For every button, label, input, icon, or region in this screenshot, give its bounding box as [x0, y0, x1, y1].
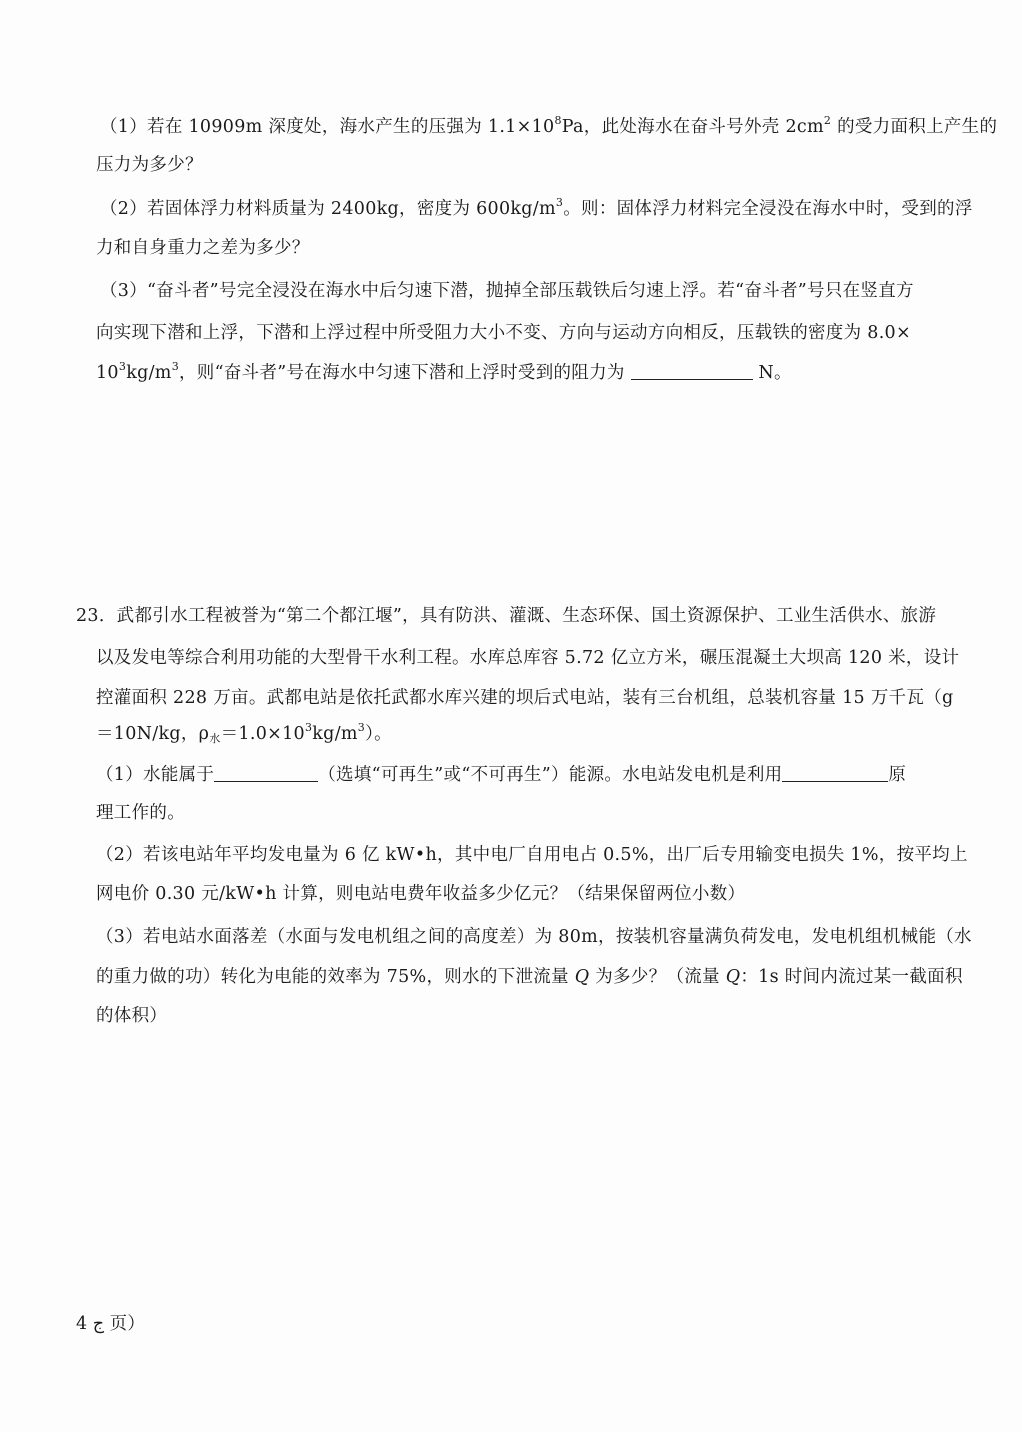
text: 。则：固体浮力材料完全浸没在海水中时，受到的浮 [563, 199, 973, 219]
q22-part2-line2 [96, 236, 310, 260]
text: 以及发电等综合利用功能的大型骨干水利工程。水库总库容 5.72 亿立方米，碾压混凝土大坝高 120 米，设计 [96, 648, 960, 668]
text: 的受力面积上产生的 [831, 117, 998, 137]
exponent: 2 [823, 114, 832, 127]
page-number-label: ج 4 页） [76, 1314, 146, 1334]
text: ＝10N/kg，ρ [96, 724, 210, 744]
text: （2）若固体浮力材料质量为 2400kg，密度为 600kg/m [100, 199, 556, 219]
text: （选填“可再生”或“不可再生”）能源。水电站发电机是利用 [318, 765, 783, 785]
text: ）。 [365, 724, 392, 744]
exponent: 3 [118, 360, 127, 373]
text: kg/m [126, 363, 172, 383]
text: 压力为多少？ [96, 155, 203, 175]
q23-part1-line1 [96, 763, 906, 787]
text: Pa，此处海水在奋斗号外壳 2cm [561, 117, 824, 137]
answer-blank-energy-type[interactable] [214, 763, 318, 782]
text: N。 [752, 363, 792, 383]
q23-part3-line1 [96, 925, 972, 949]
text: （1）水能属于 [96, 765, 215, 785]
text: 23．武都引水工程被誉为“第二个都江堰”，具有防洪、灌溉、生态环保、国土资源保护、工业生活供水、旅游 [76, 606, 937, 626]
q23-part3-line2 [96, 965, 963, 989]
text: ，则“奋斗者”号在海水中匀速下潜和上浮时受到的阻力为 [179, 363, 631, 383]
q23-part2-line2 [96, 882, 745, 906]
q23-part1-line2 [96, 801, 185, 825]
text: 10 [96, 363, 119, 383]
text: kg/m [312, 724, 358, 744]
subscript: 水 [209, 732, 221, 745]
text: 原 [888, 765, 907, 785]
text: 理工作的。 [96, 803, 185, 823]
text: 的重力做的功）转化为电能的效率为 75%，则水的下泄流量 [96, 967, 575, 987]
exponent: 8 [554, 114, 562, 127]
exponent: 3 [171, 360, 179, 373]
text: 向实现下潜和上浮，下潜和上浮过程中所受阻力大小不变、方向与运动方向相反，压载铁的密度为 8.0× [96, 323, 911, 343]
text: （3）若电站水面落差（水面与发电机组之间的高度差）为 80m，按装机容量满负荷发电，发电机组机械能（水 [96, 927, 972, 947]
exponent: 3 [357, 721, 366, 734]
text: ＝1.0×10 [220, 724, 305, 744]
q23-stem-line1 [76, 604, 936, 628]
q22-part3-line2 [96, 321, 911, 345]
q22-part3-line1 [100, 279, 914, 303]
text: 的体积） [96, 1006, 168, 1026]
answer-blank-principle[interactable] [782, 763, 888, 782]
variable-q: Q [725, 967, 741, 987]
text: 力和自身重力之差为多少？ [96, 238, 310, 258]
text: （2）若该电站年平均发电量为 6 亿 kW•h，其中电厂自用电占 0.5%，出厂后专用输变电损失 1%，按平均上 [96, 845, 968, 865]
exponent: 3 [304, 721, 313, 734]
page-footer [76, 1312, 145, 1336]
answer-blank-resistance[interactable] [631, 361, 753, 380]
text: 网电价 0.30 元/kW•h 计算，则电站电费年收益多少亿元？（结果保留两位小数） [96, 884, 746, 904]
text: 控灌面积 228 万亩。武都电站是依托武都水库兴建的坝后式电站，装有三台机组，总装机容量 15 万千瓦（g [96, 688, 954, 708]
q23-stem-line3 [96, 686, 954, 710]
q23-part3-line3 [96, 1004, 167, 1028]
text: ：1s 时间内流过某一截面积 [740, 967, 963, 987]
text: 为多少？（流量 [589, 967, 726, 987]
exponent: 3 [555, 196, 564, 209]
text: （1）若在 10909m 深度处，海水产生的压强为 1.1×10 [100, 117, 555, 137]
q22-part3-line3 [96, 361, 792, 385]
q23-part2-line1 [96, 843, 968, 867]
q22-part1-line2 [96, 153, 203, 177]
q22-part2-line1 [100, 197, 973, 221]
variable-q: Q [574, 967, 590, 987]
q23-stem-line2 [96, 646, 959, 670]
q23-stem-line4 [96, 722, 392, 746]
q22-part1-line1 [100, 115, 997, 139]
text: （3）“奋斗者”号完全浸没在海水中后匀速下潜，抛掉全部压载铁后匀速上浮。若“奋斗者”号只在竖直方 [100, 281, 914, 301]
